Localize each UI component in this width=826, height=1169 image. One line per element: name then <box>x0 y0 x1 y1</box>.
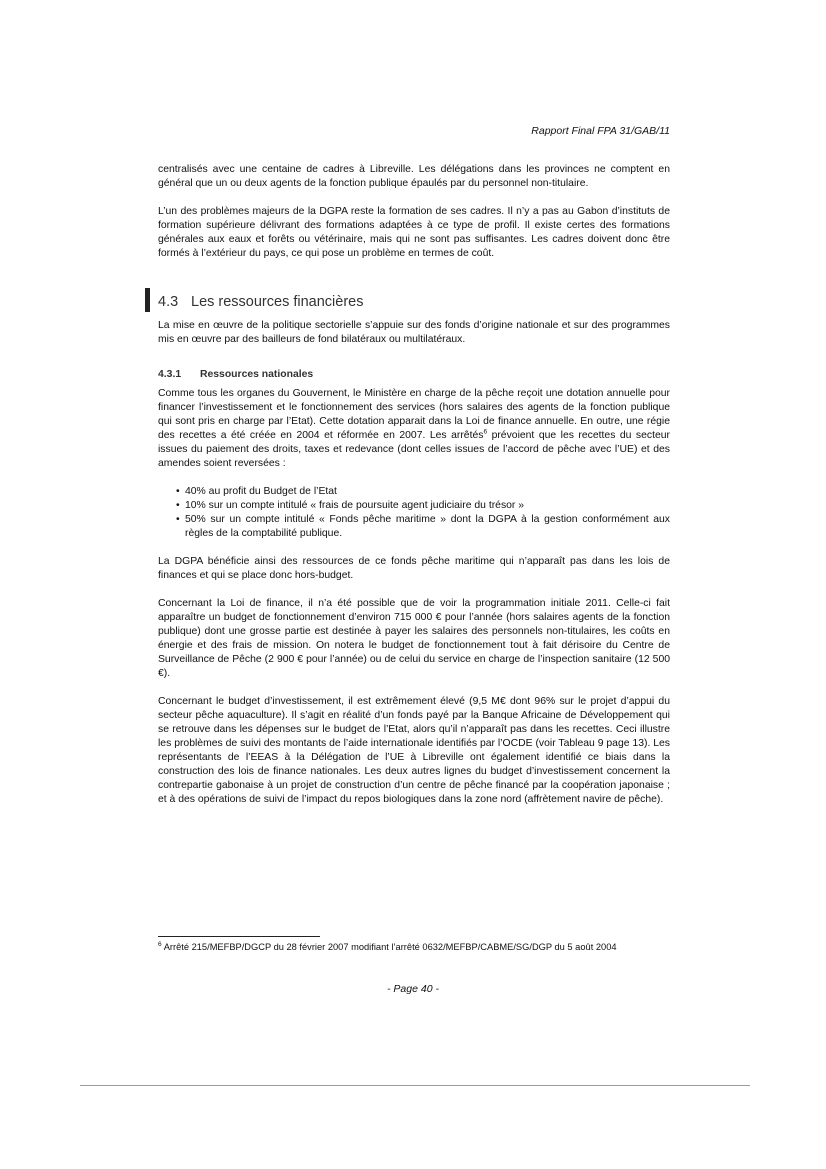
paragraph <box>158 387 670 471</box>
footnote-reference[interactable]: 6 <box>483 428 488 436</box>
footnote-text: Arrêté 215/MEFBP/DGCP du 28 février 2007 modifiant l’arrêté 0632/MEFBP/CABME/SG/DGP du 5 août 2004 <box>161 942 617 952</box>
paragraph: La mise en œuvre de la politique sectorielle s’appuie sur des fonds d’origine nationale et sur des programmes mis en œuvre par des bailleurs de fond bilatéraux ou multilatéraux. <box>158 320 670 345</box>
paragraph: centralisés avec une centaine de cadres à Libreville. Les délégations dans les provinces ne comptent en général que un ou deux agents de la fonction publique épaulés par du personnel non-titulaire. <box>158 164 670 189</box>
section-heading <box>158 291 670 315</box>
list-item <box>158 513 670 541</box>
footnote-separator <box>158 936 320 937</box>
paragraph-text: Comme tous les organes du Gouvernent, le Ministère en charge de la pêche reçoit une dotation annuelle pour financer l’investissement et le fonctionnement des services (hors salaires des agents de la fonction publique qui sont pris en charge par l’Etat). Cette dotation apparait dans la Loi de finance annuelle. En outre, une régie des recettes a été créée en 2004 et réformée en 2007. Les arrêtés <box>158 388 670 441</box>
bullet-icon: • <box>176 500 180 511</box>
running-header: Rapport Final FPA 31/GAB/11 <box>531 125 670 137</box>
paragraph: Concernant le budget d’investissement, il est extrêmement élevé (9,5 M€ dont 96% sur le projet d’appui du secteur pêche aquaculture). Il s’agit en réalité d’un fonds payé par la Banque Africaine de Développement qui se retrouve dans les dépenses sur le budget de l’Etat, alors qu’il n’apparaît pas dans les recettes. Ceci illustre les problèmes de suivi des montants de l’aide internationale identifiés par l’OCDE (voir Tableau 9 page 13). Les représentants de l’EEAS à la Délégation de l’UE à Libreville ont également identifié ce biais dans la construction des lois de finance nationales. Les deux autres lignes du budget d’investissement concernent la contrepartie gabonaise à un projet de construction d’un centre de pêche financé par la coopération japonaise ; et à des opérations de suivi de l’impact du repos biologiques dans la zone nord (affrètement navire de pêche). <box>158 696 670 805</box>
body-content <box>158 163 670 807</box>
list-item-text: 50% sur un compte intitulé « Fonds pêche maritime » dont la DGPA à la gestion conformément aux règles de la comptabilité publique. <box>185 514 670 539</box>
subsection-title: Ressources nationales <box>200 369 314 380</box>
page-bottom-divider <box>80 1085 750 1086</box>
bullet-icon: • <box>176 514 180 525</box>
paragraph: L’un des problèmes majeurs de la DGPA reste la formation de ses cadres. Il n’y a pas au Gabon d’instituts de formation supérieure délivrant des formations adaptées à ce type de profil. Il existe certes des formations générales aux eaux et forêts ou vétérinaire, mais qui ne sont pas suffisantes. Les cadres doivent donc être formés à l’extérieur du pays, ce qui pose un problème en termes de coût. <box>158 206 670 259</box>
list-item-text: 10% sur un compte intitulé « frais de poursuite agent judiciaire du trésor » <box>185 500 525 511</box>
footnote <box>158 941 698 953</box>
section-title: Les ressources financières <box>191 294 364 310</box>
list-item <box>158 485 670 499</box>
list-item <box>158 499 670 513</box>
paragraph: La DGPA bénéficie ainsi des ressources de ce fonds pêche maritime qui n’apparaît pas dans les lois de finances et qui se place donc hors-budget. <box>158 556 670 581</box>
section-marker-bar <box>145 288 150 312</box>
footnote-mark: 6 <box>158 940 162 948</box>
page-number: - Page 40 - <box>387 983 439 995</box>
bullet-list <box>158 485 670 541</box>
subsection-number: 4.3.1 <box>158 369 182 380</box>
section-number: 4.3 <box>158 294 179 310</box>
bullet-icon: • <box>176 486 180 497</box>
subsection-heading <box>158 369 670 385</box>
paragraph-text: prévoient que les recettes du secteur issues du paiement des droits, taxes et redevance (dont celles issues de l’accord de pêche avec l’UE) et des amendes soient reversées : <box>158 430 671 469</box>
paragraph: Concernant la Loi de finance, il n’a été possible que de voir la programmation initiale 2011. Celle-ci fait apparaître un budget de fonctionnement d’environ 715 000 € pour l’année (hors salaires agents de la fonction publique) dont une grosse partie est destinée à payer les salaires des personnels non-titulaires, les coûts en énergie et des frais de mission. On notera le budget de fonctionnement tout à fait dérisoire du Centre de Surveillance de Pêche (2 900 € pour l’année) ou de celui du service en charge de l’inspection sanitaire (12 500 €). <box>158 598 670 679</box>
list-item-text: 40% au profit du Budget de l’Etat <box>185 486 337 497</box>
